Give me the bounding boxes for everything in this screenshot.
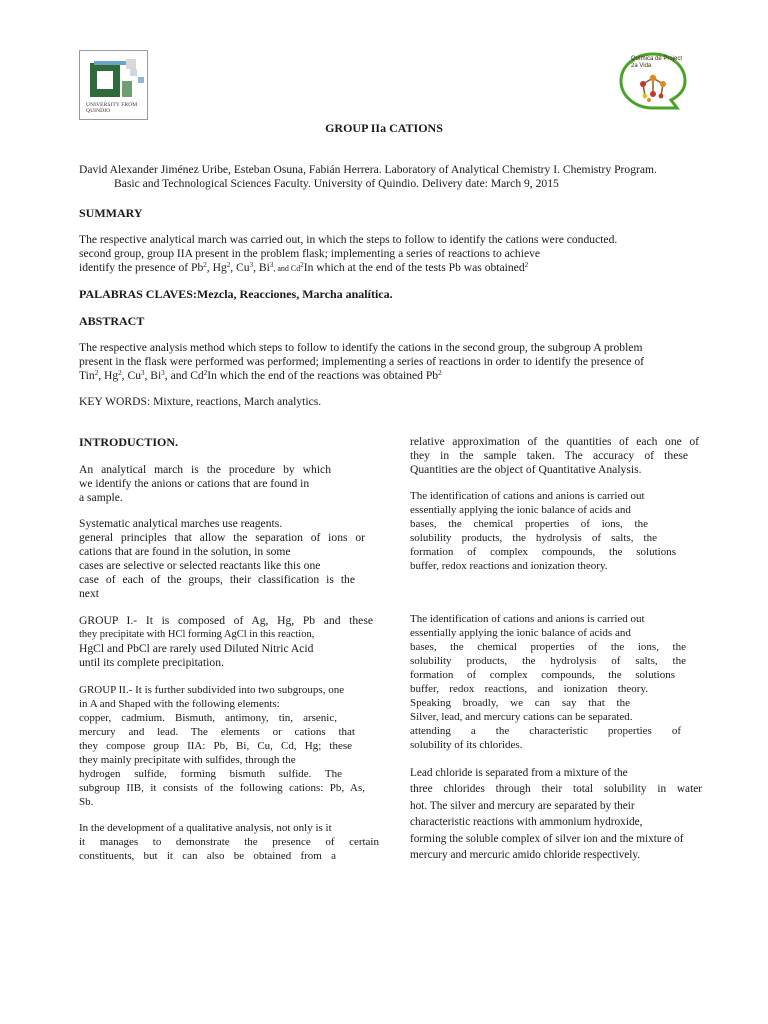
text-line: they precipitate with HCl forming AgCl in this reaction, <box>79 629 315 640</box>
abstract-text: Tin <box>79 369 95 382</box>
abstract-heading: ABSTRACT <box>79 314 145 328</box>
text-line: copper, cadmium. Bismuth, antimony, tin, arsenic, <box>79 712 337 724</box>
text-line: Speaking broadly, we can say that the <box>410 697 630 709</box>
text-line: solubility products, the hydrolysis of salts, the <box>410 655 686 667</box>
abstract-text: , and Cd <box>164 369 204 382</box>
intro-paragraph-1 <box>79 463 331 505</box>
summary-paragraph <box>79 233 699 276</box>
text-line: buffer, redox reactions and ionization theory. <box>410 560 608 572</box>
authors-line-1: David Alexander Jiménez Uribe, Esteban Osuna, Fabián Herrera. Laboratory of Analytical Chemistry I. Chemistry Program. <box>79 163 657 176</box>
text-line: case of each of the groups, their classification is the <box>79 573 355 586</box>
abstract-line-1: The respective analysis method which steps to follow to identify the cations in the second group, the subgroup A problem <box>79 341 643 354</box>
text-line: subgroup IIB, it consists of the following cations: Pb, As, <box>79 782 365 794</box>
authors-block <box>79 163 699 191</box>
summary-line-2: second group, group IIA present in the problem flask; implementing a series of reactions to achieve <box>79 247 541 260</box>
text-line: relative approximation of the quantities of each one of <box>410 435 699 448</box>
text-line: hot. The silver and mercury are separated by their <box>410 799 635 812</box>
summary-text: , Cu <box>230 261 250 274</box>
text-line: cations that are found in the solution, in some <box>79 545 291 558</box>
superscript: 2 <box>300 261 304 269</box>
text-line: mercury and mercuric amido chloride respectively. <box>410 849 641 862</box>
text-line: Quantities are the object of Quantitative Analysis. <box>410 463 642 476</box>
abstract-text: In which the end of the reactions was obtained Pb <box>207 369 439 382</box>
text-line: a sample. <box>79 491 123 504</box>
group-i-paragraph <box>79 614 373 670</box>
abstract-paragraph <box>79 341 699 383</box>
authors-line-2: Basic and Technological Sciences Faculty. University of Quindio. Delivery date: March 9, 2015 <box>114 177 559 190</box>
text-line: formation of complex compounds, the solutions <box>410 669 675 681</box>
keywords-es: PALABRAS CLAVES:Mezcla, Reacciones, Marcha analítica. <box>79 287 393 301</box>
text-line: in A and Shaped with the following elements: <box>79 698 280 710</box>
text-line: Sb. <box>79 796 94 808</box>
text-line: until its complete precipitation. <box>79 656 224 669</box>
superscript: 3 <box>141 369 145 377</box>
intro-paragraph-5 <box>79 821 379 863</box>
superscript: 3 <box>249 261 254 269</box>
introduction-heading: INTRODUCTION. <box>79 435 179 449</box>
text-line: attending a the characteristic properties of <box>410 725 681 737</box>
superscript: 2 <box>226 261 231 269</box>
text-line: essentially applying the ionic balance of acids and <box>410 627 631 639</box>
text-line: Silver, lead, and mercury cations can be separated. <box>410 711 633 723</box>
superscript: 2 <box>94 369 99 377</box>
text-line: buffer, redox reactions, and ionization theory. <box>410 683 648 695</box>
text-line: solubility of its chlorides. <box>410 739 523 751</box>
superscript: 2 <box>203 261 207 269</box>
text-line: characteristic reactions with ammonium hydroxide, <box>410 816 643 829</box>
text-line: essentially applying the ionic balance of acids and <box>410 504 631 516</box>
text-line: solubility products, the hydrolysis of salts, the <box>410 532 657 544</box>
text-line: GROUP I.- It is composed of Ag, Hg, Pb and these <box>79 614 373 627</box>
summary-text: , Hg <box>206 261 227 274</box>
text-line: HgCl and PbCl are rarely used Diluted Nitric Acid <box>79 642 314 655</box>
text-line: three chlorides through their total solubility in water <box>410 783 702 796</box>
superscript: 3 <box>269 261 274 269</box>
summary-line-1: The respective analytical march was carried out, in which the steps to follow to identify the cations were conducted. <box>79 233 618 246</box>
abstract-text: , Cu <box>121 369 141 382</box>
text-line: they mainly precipitate with sulfides, through the <box>79 754 296 766</box>
text-line: The identification of cations and anions is carried out <box>410 613 645 625</box>
text-line: cases are selective or selected reactants like this one <box>79 559 321 572</box>
keywords-en: KEY WORDS: Mixture, reactions, March analytics. <box>79 395 322 408</box>
superscript: 2 <box>438 369 442 377</box>
abstract-line-3 <box>79 369 699 383</box>
superscript: 2 <box>203 369 208 377</box>
right-paragraph-1 <box>410 435 699 477</box>
text-line: In the development of a qualitative analysis, not only is it <box>79 822 332 834</box>
text-line: mercury and lead. The elements or cations that <box>79 726 355 738</box>
university-caption: UNIVERSITY FROM QUINDIO <box>86 102 138 114</box>
abstract-text: , Hg <box>98 369 119 382</box>
text-line: general principles that allow the separation of ions or <box>79 531 365 544</box>
abstract-line-2: present in the flask were performed was performed; implementing a series of reactions in order to identify the presence of <box>79 355 644 368</box>
text-line: it manages to demonstrate the presence of certain <box>79 836 379 848</box>
summary-text: , and Cd <box>273 264 301 273</box>
abstract-text: , Bi <box>144 369 162 382</box>
project-logo <box>617 50 689 112</box>
text-line: we identify the anions or cations that are found in <box>79 477 310 490</box>
right-paragraph-3 <box>410 612 699 752</box>
text-line: Systematic analytical marches use reagents. <box>79 517 283 530</box>
intro-paragraph-2 <box>79 517 365 601</box>
university-logo <box>79 50 148 120</box>
superscript: 2 <box>524 261 529 269</box>
text-line: bases, the chemical properties of ions, the <box>410 518 648 530</box>
text-line: constituents, but it can also be obtained from a <box>79 850 336 862</box>
text-line: An analytical march is the procedure by which <box>79 463 331 476</box>
text-line: forming the soluble complex of silver ion and the mixture of <box>410 832 684 845</box>
summary-text: , Bi <box>253 261 270 274</box>
summary-text: In which at the end of the tests Pb was obtained <box>303 261 525 274</box>
text-line: they in the sample taken. The accuracy of these <box>410 449 688 462</box>
summary-heading: SUMMARY <box>79 206 143 220</box>
project-logo-text: Química de Project 2a Vida <box>631 56 683 69</box>
right-paragraph-4 <box>410 765 702 863</box>
superscript: 3 <box>161 369 165 377</box>
group-ii-paragraph <box>79 683 365 809</box>
superscript: 2 <box>118 369 122 377</box>
text-line: hydrogen sulfide, forming bismuth sulfide. The <box>79 768 342 780</box>
right-paragraph-2 <box>410 489 699 573</box>
paper-title: GROUP IIa CATIONS <box>325 121 443 135</box>
text-line: Lead chloride is separated from a mixture of the <box>410 767 628 779</box>
text-line: formation of complex compounds, the solutions <box>410 546 676 558</box>
text-line: bases, the chemical properties of the ions, the <box>410 641 686 653</box>
summary-text: identify the presence of Pb <box>79 261 204 274</box>
text-line: The identification of cations and anions is carried out <box>410 490 645 502</box>
text-line: next <box>79 587 99 600</box>
text-line: GROUP II.- It is further subdivided into two subgroups, one <box>79 684 345 696</box>
text-line: they compose group IIA: Pb, Bi, Cu, Cd, Hg; these <box>79 740 352 752</box>
summary-line-3 <box>79 261 699 276</box>
